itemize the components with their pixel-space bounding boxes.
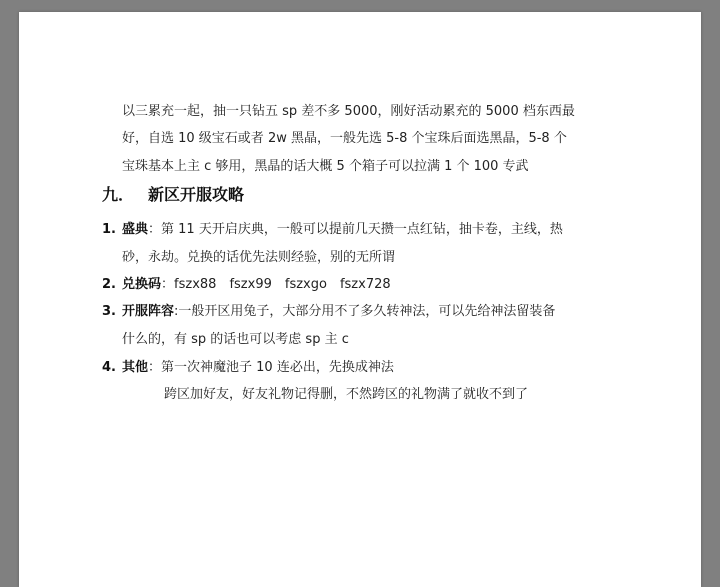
item-text: 第 11 天开启庆典，一般可以提前几天攒一点红钻，抽卡卷，主线，热 [161,222,563,237]
item-label: 其他 [122,360,149,375]
item-separator: ： [148,222,162,237]
list-item-number: 4. [102,360,116,375]
item-label: 盛典 [122,222,149,237]
item-separator: : [174,304,179,319]
redeem-code: fszxgo [284,277,327,292]
item-label: 兑换码 [122,277,162,292]
list-item-number: 3. [102,304,116,319]
item-text: 一般开区用兔子，大部分用不了多久转神法，可以先给神法留装备 [178,304,556,319]
item-continuation: 砂，永劫。兑换的话优先法则经验，别的无所谓 [122,250,396,265]
list-item-number: 1. [102,222,116,237]
item-continuation: 跨区加好友，好友礼物记得删，不然跨区的礼物满了就收不到了 [164,387,529,402]
intro-line-1: 以三累充一起，抽一只钻五 sp 差不多 5000，刚好活动累充的 5000 档东西最 [122,104,575,119]
redeem-code: fszx88 [174,277,217,292]
redeem-code: fszx99 [229,277,272,292]
intro-line-2: 好，自选 10 级宝石或者 2w 黑晶，一般先选 5-8 个宝珠后面选黑晶，5-8 个 [122,131,567,146]
section-title: 新区开服攻略 [148,185,245,204]
intro-line-3: 宝珠基本上主 c 够用，黑晶的话大概 5 个箱子可以拉满 1 个 100 专武 [122,159,529,174]
item-label: 开服阵容 [122,304,175,319]
item-separator: ： [148,360,162,375]
item-continuation: 什么的，有 sp 的话也可以考虑 sp 主 c [122,332,349,347]
item-separator: ： [161,277,175,292]
list-item-number: 2. [102,277,116,292]
section-number: 九． [102,185,135,204]
redeem-code: fszx728 [339,277,391,292]
section-heading [102,185,244,205]
document-page [19,12,701,587]
item-text: 第一次神魔池子 10 连必出，先换成神法 [161,360,394,375]
